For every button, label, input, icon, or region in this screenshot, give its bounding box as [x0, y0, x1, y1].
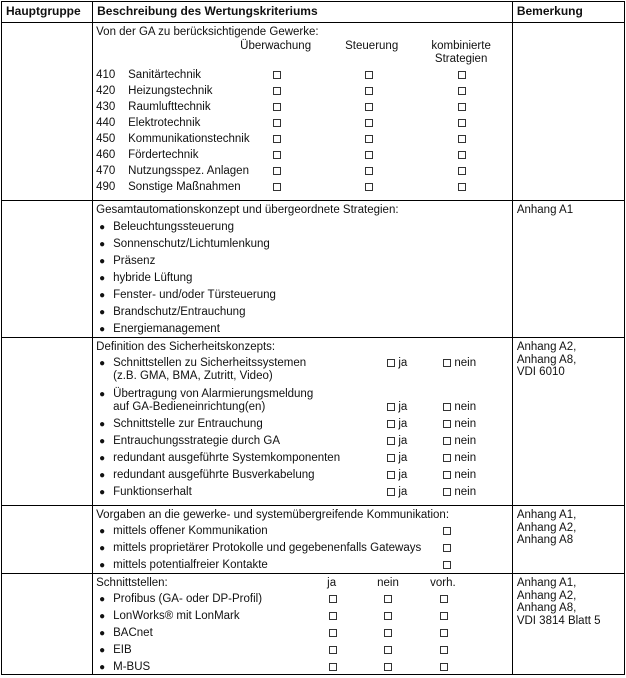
bullet-icon: ● [99, 470, 106, 481]
yes-checkbox[interactable] [329, 661, 337, 674]
section4-title: Vorgaben an die gewerke- und systemübergreifende Kommunikation: [96, 509, 450, 521]
bullet-icon: ● [99, 222, 106, 233]
monitoring-checkbox[interactable] [273, 149, 281, 162]
checkbox-icon[interactable] [443, 527, 451, 535]
strategy-item: Fenster- und/oder Türsteuerung [113, 289, 276, 301]
strategy-item: Energiemanagement [113, 323, 220, 335]
monitoring-checkbox[interactable] [273, 69, 281, 82]
item2-no[interactable]: nein [443, 401, 476, 414]
section5-remark: Anhang A1, Anhang A2, Anhang A8, VDI 3814 Blatt 5 [512, 574, 624, 675]
strategy-item: Präsenz [113, 255, 156, 267]
checkbox-icon[interactable] [273, 103, 281, 111]
checkbox-icon[interactable] [365, 167, 373, 175]
bullet-icon: ● [99, 324, 106, 335]
gewerk-label: Elektrotechnik [128, 117, 201, 129]
interface-item: M-BUS [113, 661, 151, 673]
section2-remark: Anhang A1 [512, 201, 624, 338]
present-checkbox[interactable] [440, 644, 448, 657]
yes-checkbox[interactable] [329, 627, 337, 640]
section-sicherheit [2, 338, 625, 506]
checkbox-icon[interactable] [440, 663, 448, 671]
checkbox-icon[interactable] [329, 629, 337, 637]
strategy-item: hybride Lüftung [113, 272, 193, 284]
bullet-icon: ● [99, 256, 106, 267]
gewerk-label: Sanitärtechnik [128, 69, 202, 81]
checkbox-icon[interactable] [384, 663, 392, 671]
no-option[interactable]: nein [443, 486, 476, 499]
gewerk-label: Sonstige Maßnahmen [128, 181, 241, 193]
checkbox-icon [387, 488, 395, 496]
control-checkbox[interactable] [365, 133, 373, 146]
present-checkbox[interactable] [440, 610, 448, 623]
security-item: Entrauchungsstrategie durch GA [113, 435, 280, 447]
col-yes-label: ja [327, 577, 337, 589]
bullet-icon: ● [99, 307, 106, 318]
strategy-item: Beleuchtungssteuerung [113, 221, 234, 233]
checkbox-icon[interactable] [458, 119, 466, 127]
bullet-icon: ● [99, 239, 106, 250]
control-checkbox[interactable] [365, 117, 373, 130]
gewerk-label: Nutzungsspez. Anlagen [128, 165, 249, 177]
combined-checkbox[interactable] [458, 85, 466, 98]
header-row [2, 2, 625, 23]
bullet-icon: ● [99, 543, 106, 554]
bullet-icon: ● [99, 487, 106, 498]
present-checkbox[interactable] [440, 593, 448, 606]
section-schnittstellen [2, 574, 625, 675]
control-checkbox[interactable] [365, 181, 373, 194]
checkbox-icon[interactable] [365, 103, 373, 111]
yes-checkbox[interactable] [329, 610, 337, 623]
control-checkbox[interactable] [365, 165, 373, 178]
col-combined-label: kombinierte Strategien [431, 40, 491, 65]
checkbox-icon [443, 471, 451, 479]
combined-checkbox[interactable] [458, 69, 466, 82]
item1-no[interactable]: nein [443, 357, 476, 370]
strategy-item: Brandschutz/Entrauchung [113, 306, 246, 318]
gewerk-code: 440 [96, 117, 116, 129]
checkbox-icon [387, 359, 395, 367]
present-checkbox[interactable] [440, 661, 448, 674]
no-checkbox[interactable] [384, 593, 392, 606]
checkbox-icon[interactable] [365, 71, 373, 79]
checkbox-icon [387, 437, 395, 445]
checkbox-icon [443, 420, 451, 428]
gewerk-label: Fördertechnik [128, 149, 199, 161]
checkbox-icon [387, 471, 395, 479]
gewerk-label: Raumlufttechnik [128, 101, 211, 113]
no-option[interactable]: nein [443, 418, 476, 431]
yes-checkbox[interactable] [329, 644, 337, 657]
checkbox-icon[interactable] [273, 119, 281, 127]
checkbox-icon[interactable] [384, 646, 392, 654]
checkbox-icon[interactable] [440, 595, 448, 603]
col-control-label: Steuerung [345, 40, 399, 52]
gewerk-code: 460 [96, 149, 116, 161]
section1-title: Von der GA zu berücksichtigende Gewerke: [96, 26, 319, 38]
no-option[interactable]: nein [443, 435, 476, 448]
checkbox-icon[interactable] [329, 663, 337, 671]
checkbox-icon[interactable] [273, 71, 281, 79]
gewerk-code: 420 [96, 85, 116, 97]
section3-item2: Übertragung von Alarmierungsmeldung auf GA-Bedieneinrichtung(en) [113, 388, 314, 413]
present-checkbox[interactable] [440, 627, 448, 640]
security-item: Funktionserhalt [113, 486, 192, 498]
control-checkbox[interactable] [365, 101, 373, 114]
monitoring-checkbox[interactable] [273, 85, 281, 98]
header-bemerkung: Bemerkung [512, 2, 624, 23]
checkbox-icon[interactable] [458, 135, 466, 143]
checkbox-icon[interactable] [365, 119, 373, 127]
communication-checkbox[interactable] [443, 525, 451, 538]
yes-option[interactable]: ja [387, 452, 407, 465]
yes-option[interactable]: ja [387, 418, 407, 431]
security-item: Schnittstelle zur Entrauchung [113, 418, 263, 430]
communication-item: mittels potentialfreier Kontakte [113, 559, 268, 571]
gewerk-label: Heizungstechnik [128, 85, 213, 97]
section3-item1: Schnittstellen zu Sicherheitssystemen (z.B. GMA, BMA, Zutritt, Video) [113, 357, 307, 382]
gewerk-code: 470 [96, 165, 116, 177]
bullet-icon: ● [99, 358, 106, 369]
section4-remark: Anhang A1, Anhang A2, Anhang A8 [512, 506, 624, 574]
checkbox-icon [387, 403, 395, 411]
no-checkbox[interactable] [384, 610, 392, 623]
section-strategien [2, 201, 625, 338]
bullet-icon: ● [99, 594, 106, 605]
interface-item: BACnet [113, 627, 153, 639]
gewerk-code: 450 [96, 133, 116, 145]
checkbox-icon[interactable] [365, 151, 373, 159]
strategy-item: Sonnenschutz/Lichtumlenkung [113, 238, 270, 250]
checkbox-icon[interactable] [443, 561, 451, 569]
combined-checkbox[interactable] [458, 149, 466, 162]
interface-item: Profibus (GA- oder DP-Profil) [113, 593, 263, 605]
checkbox-icon[interactable] [273, 167, 281, 175]
monitoring-checkbox[interactable] [273, 117, 281, 130]
criteria-table [1, 1, 625, 675]
col-monitoring-label: Überwachung [240, 40, 312, 52]
checkbox-icon [443, 403, 451, 411]
checkbox-icon[interactable] [458, 71, 466, 79]
control-checkbox[interactable] [365, 69, 373, 82]
checkbox-icon[interactable] [384, 629, 392, 637]
item1-yes[interactable]: ja [387, 357, 407, 370]
yes-option[interactable]: ja [387, 435, 407, 448]
checkbox-icon[interactable] [440, 646, 448, 654]
checkbox-icon [443, 454, 451, 462]
bullet-icon: ● [99, 453, 106, 464]
checkbox-icon[interactable] [329, 595, 337, 603]
checkbox-icon [443, 359, 451, 367]
no-checkbox[interactable] [384, 627, 392, 640]
bullet-icon: ● [99, 273, 106, 284]
checkbox-icon[interactable] [273, 151, 281, 159]
checkbox-icon[interactable] [458, 103, 466, 111]
yes-checkbox[interactable] [329, 593, 337, 606]
header-hauptgruppe: Hauptgruppe [2, 2, 93, 23]
checkbox-icon[interactable] [440, 629, 448, 637]
checkbox-icon[interactable] [443, 544, 451, 552]
section2-title: Gesamtautomationskonzept und übergeordnete Strategien: [96, 204, 399, 216]
communication-checkbox[interactable] [443, 542, 451, 555]
control-checkbox[interactable] [365, 85, 373, 98]
col-present-label: vorh. [430, 577, 456, 589]
checkbox-icon[interactable] [329, 646, 337, 654]
gewerk-code: 490 [96, 181, 116, 193]
control-checkbox[interactable] [365, 149, 373, 162]
checkbox-icon[interactable] [458, 151, 466, 159]
gewerk-label: Kommunikationstechnik [128, 133, 250, 145]
checkbox-icon [387, 420, 395, 428]
bullet-icon: ● [99, 389, 106, 400]
section3-remark: Anhang A2, Anhang A8, VDI 6010 [512, 338, 624, 506]
checkbox-icon[interactable] [329, 612, 337, 620]
bullet-icon: ● [99, 560, 106, 571]
bullet-icon: ● [99, 662, 106, 673]
checkbox-icon[interactable] [365, 87, 373, 95]
checkbox-icon [443, 488, 451, 496]
bullet-icon: ● [99, 436, 106, 447]
communication-item: mittels proprietärer Protokolle und gegebenenfalls Gateways [113, 542, 422, 554]
checkbox-icon[interactable] [365, 183, 373, 191]
combined-checkbox[interactable] [458, 165, 466, 178]
interface-item: LonWorks® mit LonMark [113, 610, 240, 622]
checkbox-icon[interactable] [384, 612, 392, 620]
checkbox-icon [443, 437, 451, 445]
monitoring-checkbox[interactable] [273, 181, 281, 194]
monitoring-checkbox[interactable] [273, 165, 281, 178]
security-item: redundant ausgeführte Systemkomponenten [113, 452, 341, 464]
checkbox-icon[interactable] [384, 595, 392, 603]
no-checkbox[interactable] [384, 644, 392, 657]
section3-title: Definition des Sicherheitskonzepts: [96, 341, 276, 353]
checkbox-icon[interactable] [458, 167, 466, 175]
gewerk-code: 410 [96, 69, 116, 81]
combined-checkbox[interactable] [458, 117, 466, 130]
checkbox-icon [387, 454, 395, 462]
checkbox-icon[interactable] [440, 612, 448, 620]
col-no-label: nein [377, 577, 399, 589]
bullet-icon: ● [99, 290, 106, 301]
no-option[interactable]: nein [443, 452, 476, 465]
checkbox-icon[interactable] [458, 87, 466, 95]
gewerk-code: 430 [96, 101, 116, 113]
bullet-icon: ● [99, 611, 106, 622]
combined-checkbox[interactable] [458, 133, 466, 146]
communication-item: mittels offener Kommunikation [113, 525, 268, 537]
item2-yes[interactable]: ja [387, 401, 407, 414]
interface-item: EIB [113, 644, 132, 656]
combined-checkbox[interactable] [458, 101, 466, 114]
combined-checkbox[interactable] [458, 181, 466, 194]
section5-title: Schnittstellen: [96, 577, 168, 589]
no-option[interactable]: nein [443, 469, 476, 482]
yes-option[interactable]: ja [387, 486, 407, 499]
checkbox-icon[interactable] [273, 87, 281, 95]
bullet-icon: ● [99, 419, 106, 430]
no-checkbox[interactable] [384, 661, 392, 674]
checkbox-icon[interactable] [458, 183, 466, 191]
checkbox-icon[interactable] [273, 135, 281, 143]
communication-checkbox[interactable] [443, 559, 451, 572]
bullet-icon: ● [99, 628, 106, 639]
security-item: redundant ausgeführte Busverkabelung [113, 469, 315, 481]
monitoring-checkbox[interactable] [273, 133, 281, 146]
header-beschreibung: Beschreibung des Wertungskriteriums [93, 2, 513, 23]
bullet-icon: ● [99, 526, 106, 537]
section-kommunikation [2, 506, 625, 574]
yes-option[interactable]: ja [387, 469, 407, 482]
checkbox-icon[interactable] [365, 135, 373, 143]
monitoring-checkbox[interactable] [273, 101, 281, 114]
bullet-icon: ● [99, 645, 106, 656]
checkbox-icon[interactable] [273, 183, 281, 191]
section-gewerke [2, 23, 625, 201]
